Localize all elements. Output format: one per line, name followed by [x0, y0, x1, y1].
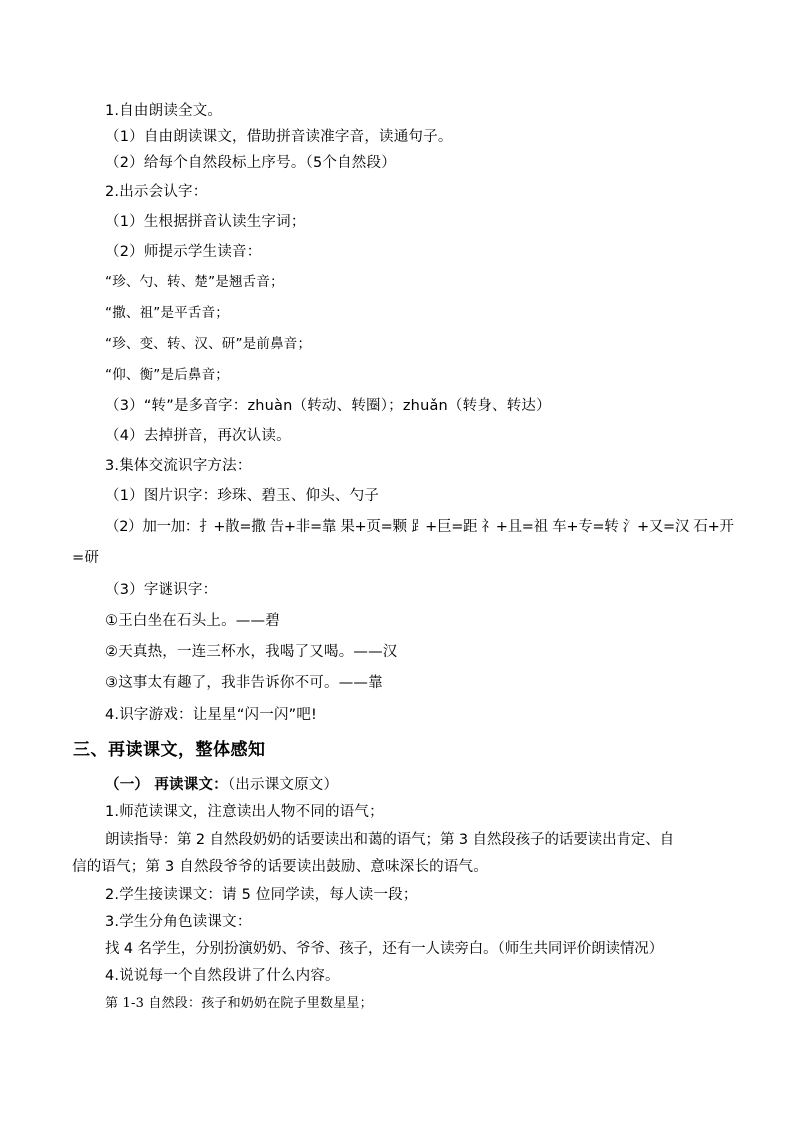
riddle-1: ①王白坐在石头上。——碧 — [105, 613, 280, 629]
pronunciation-note-2: “撒、祖”是平舌音； — [105, 305, 229, 321]
step-4-heading: 4.识字游戏：让星星“闪一闪”吧! — [105, 707, 318, 723]
section-3-heading: 三、再读课文，整体感知 — [73, 740, 266, 760]
step-3-item-2: （2）加一加：扌+散=撒 告+非=靠 果+页=颗 ⻊+巨=距 礻+且=祖 车+专=转 氵+又=汉 石+开 — [105, 519, 734, 535]
step-2-heading: 2.出示会认字： — [105, 184, 208, 200]
step-3-item-2-cont: =研 — [72, 550, 100, 566]
subsection-1-note: （出示课文原文） — [227, 777, 339, 793]
paragraph-summary-1: 第 1-3 自然段：孩子和奶奶在院子里数星星； — [105, 996, 373, 1011]
reading-step-3-detail: 找 4 名学生，分别扮演奶奶、爷爷、孩子，还有一人读旁白。（师生共同评价朗读情况） — [105, 941, 664, 957]
riddle-2: ②天真热，一连三杯水，我喝了又喝。——汉 — [105, 644, 398, 660]
reading-step-3: 3.学生分角色读课文： — [105, 914, 252, 930]
reading-guidance: 朗读指导：第 2 自然段奶奶的话要读出和蔼的语气；第 3 自然段孩子的话要读出肯定、自 — [105, 832, 675, 848]
reading-step-2: 2.学生接读课文：请 5 位同学读，每人读一段； — [105, 887, 418, 903]
riddle-3: ③这事太有趣了，我非告诉你不可。——靠 — [105, 675, 383, 691]
pronunciation-note-4: “仰、衡”是后鼻音； — [105, 367, 229, 383]
step-2-item-4: （4）去掉拼音，再次认读。 — [105, 428, 291, 444]
step-1-item-2: （2）给每个自然段标上序号。（5个自然段） — [105, 155, 396, 171]
step-3-item-1: （1）图片识字：珍珠、碧玉、仰头、勺子 — [105, 488, 380, 504]
step-1-heading: 1.自由朗读全文。 — [105, 103, 223, 119]
step-2-item-1: （1）生根据拼音认读生字词； — [105, 214, 306, 230]
pronunciation-note-1: “珍、勺、转、楚”是翘舌音； — [105, 274, 284, 290]
step-2-item-2: （2）师提示学生读音： — [105, 244, 262, 260]
subsection-1-heading — [105, 775, 338, 795]
reading-step-4: 4.说说每一个自然段讲了什么内容。 — [105, 968, 340, 984]
step-3-heading: 3.集体交流识字方法： — [105, 458, 252, 474]
pronunciation-note-3: “珍、变、转、汉、研”是前鼻音； — [105, 336, 312, 352]
reading-guidance-cont: 信的语气；第 3 自然段爷爷的话要读出鼓励、意味深长的语气。 — [72, 859, 488, 875]
step-1-item-1: （1）自由朗读课文，借助拼音读准字音，读通句子。 — [105, 129, 453, 145]
step-3-item-3: （3）字谜识字： — [105, 582, 218, 598]
subsection-1-title: （一） 再读课文： — [105, 777, 228, 793]
reading-step-1: 1.师范读课文，注意读出人物不同的语气； — [105, 804, 384, 820]
step-2-item-3: （3）“转”是多音字：zhuàn（转动、转圈）；zhuǎn（转身、转达） — [105, 398, 551, 414]
